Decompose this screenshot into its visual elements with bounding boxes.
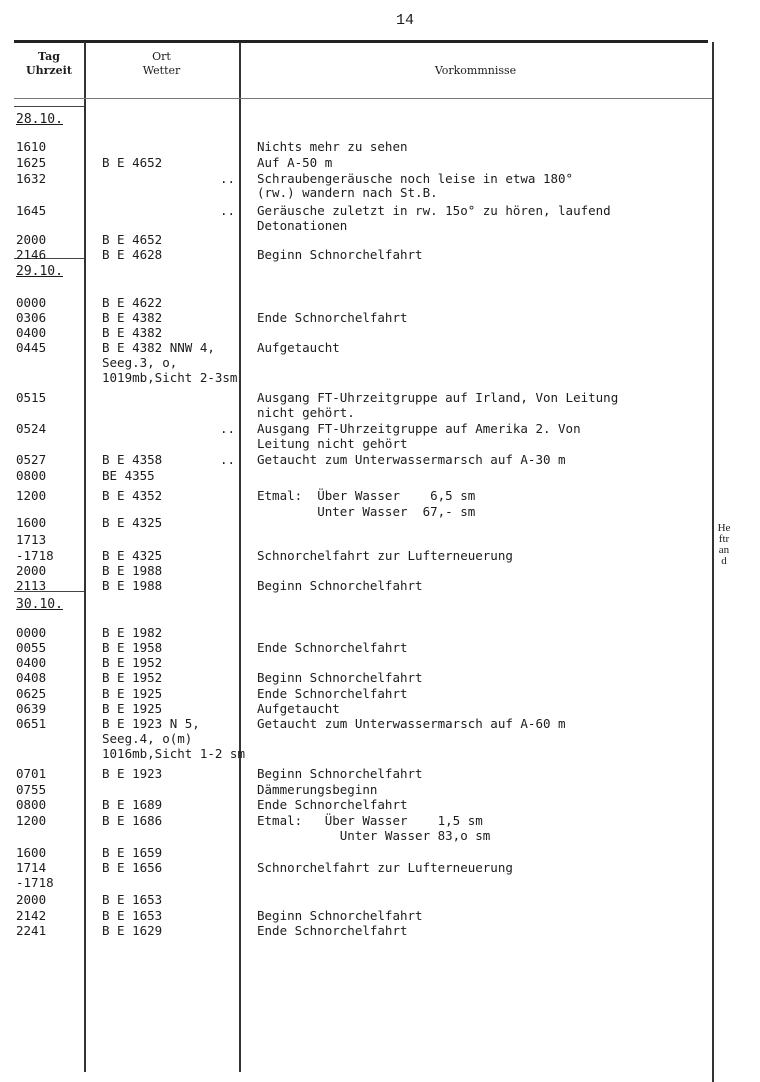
entry-time: 2241 xyxy=(16,923,47,938)
entry-time: 2146 xyxy=(16,247,47,262)
entry-location: B E 1925 xyxy=(102,686,163,701)
log-entry-row xyxy=(0,325,712,340)
entry-event-text: Etmal: Über Wasser 6,5 sm xyxy=(257,488,476,503)
entry-time: 0800 xyxy=(16,797,47,812)
entry-location: B E 4652 xyxy=(102,232,163,247)
entry-continuation-dots: .. xyxy=(220,452,236,467)
entry-location: B E 4325 xyxy=(102,515,163,530)
entry-event-text: Beginn Schnorchelfahrt xyxy=(257,578,423,593)
log-entry-row xyxy=(0,716,712,731)
header-wetter: Wetter xyxy=(142,64,181,77)
entry-time: 0755 xyxy=(16,782,47,797)
log-entry-row xyxy=(0,892,712,907)
entry-time: 0524 xyxy=(16,421,47,436)
entry-event-text: Ende Schnorchelfahrt xyxy=(257,923,408,938)
entry-event-text: Auf A-50 m xyxy=(257,155,333,170)
entry-time: -1718 xyxy=(16,875,54,890)
entry-event-text: Beginn Schnorchelfahrt xyxy=(257,766,423,781)
entry-time: 0000 xyxy=(16,295,47,310)
entry-location: B E 1988 xyxy=(102,578,163,593)
entry-continuation-dots: .. xyxy=(220,171,236,186)
entry-location: Seeg.4, o(m) xyxy=(102,731,193,746)
entry-time: 0639 xyxy=(16,701,47,716)
entry-location: B E 1988 xyxy=(102,563,163,578)
date-rule xyxy=(14,106,84,107)
entry-event-text: Schnorchelfahrt zur Lufterneuerung xyxy=(257,548,513,563)
entry-event-text: Unter Wasser 67,- sm xyxy=(257,504,476,519)
log-entry-row xyxy=(0,390,712,405)
entry-location: B E 1659 xyxy=(102,845,163,860)
entry-time: 0527 xyxy=(16,452,47,467)
log-entry-row xyxy=(0,875,712,890)
entry-event-text: Ausgang FT-Uhrzeitgruppe auf Amerika 2. Von xyxy=(257,421,581,436)
entry-time: 2000 xyxy=(16,892,47,907)
entry-time: 2000 xyxy=(16,563,47,578)
log-entry-row xyxy=(0,370,712,385)
entry-event-text: Schnorchelfahrt zur Lufterneuerung xyxy=(257,860,513,875)
log-entry-row xyxy=(0,232,712,247)
entry-event-text: Ende Schnorchelfahrt xyxy=(257,310,408,325)
entry-time: 0515 xyxy=(16,390,47,405)
entry-location: B E 1982 xyxy=(102,625,163,640)
entry-location: B E 1656 xyxy=(102,860,163,875)
date-heading: 30.10. xyxy=(16,597,63,612)
log-entry-row xyxy=(0,686,712,701)
header-tag-uhrzeit xyxy=(14,50,84,78)
log-entry-row xyxy=(0,923,712,938)
log-entry-row xyxy=(0,625,712,640)
header-uhrzeit: Uhrzeit xyxy=(26,64,72,77)
log-entry-row xyxy=(0,701,712,716)
log-entry-row xyxy=(0,908,712,923)
entry-time: 1713 xyxy=(16,532,47,547)
log-entry-row xyxy=(0,203,712,218)
log-entry-row xyxy=(0,731,712,746)
log-entry-row xyxy=(0,171,712,186)
page-number: 14 xyxy=(396,12,415,29)
log-entry-row xyxy=(0,766,712,781)
entry-time: 0408 xyxy=(16,670,47,685)
entry-time: 1200 xyxy=(16,488,47,503)
entry-time: 1714 xyxy=(16,860,47,875)
entry-event-text: Getaucht zum Unterwassermarsch auf A-30 m xyxy=(257,452,566,467)
top-rule xyxy=(14,40,708,43)
log-entry-row xyxy=(0,532,712,547)
entry-time: 2113 xyxy=(16,578,47,593)
log-entry-row xyxy=(0,655,712,670)
log-entry-row xyxy=(0,452,712,467)
entry-time: 2142 xyxy=(16,908,47,923)
entry-event-text: Geräusche zuletzt in rw. 15o° zu hören, laufend xyxy=(257,203,611,218)
entry-location: 1016mb,Sicht 1-2 sm xyxy=(102,746,245,761)
log-entry-row xyxy=(0,746,712,761)
log-entry-row xyxy=(0,340,712,355)
entry-location: B E 1689 xyxy=(102,797,163,812)
log-entry-row xyxy=(0,218,712,233)
header-tag: Tag xyxy=(38,50,60,63)
log-entry-row xyxy=(0,421,712,436)
log-entry-row xyxy=(0,405,712,420)
header-ort-wetter xyxy=(84,50,239,78)
entry-event-text: Unter Wasser 83,o sm xyxy=(257,828,491,843)
entry-event-text: Dämmerungsbeginn xyxy=(257,782,378,797)
entry-location: B E 1952 xyxy=(102,655,163,670)
entry-time: 0651 xyxy=(16,716,47,731)
date-heading: 28.10. xyxy=(16,112,63,127)
entry-continuation-dots: .. xyxy=(220,421,236,436)
entry-location: Seeg.3, o, xyxy=(102,355,178,370)
log-entry-row xyxy=(0,310,712,325)
log-entry-row xyxy=(0,295,712,310)
header-vorkommnisse: Vorkommnisse xyxy=(434,64,517,77)
entry-location: B E 4652 xyxy=(102,155,163,170)
entry-event-text: Beginn Schnorchelfahrt xyxy=(257,908,423,923)
log-entry-row xyxy=(0,436,712,451)
log-entry-row xyxy=(0,468,712,483)
entry-location: B E 1925 xyxy=(102,701,163,716)
entry-event-text: Ende Schnorchelfahrt xyxy=(257,640,408,655)
log-entry-row xyxy=(0,670,712,685)
entry-location: B E 4382 xyxy=(102,310,163,325)
log-entry-row xyxy=(0,782,712,797)
entry-event-text: Nichts mehr zu sehen xyxy=(257,139,408,154)
entry-event-text: Detonationen xyxy=(257,218,348,233)
entry-time: 2000 xyxy=(16,232,47,247)
entry-time: 1600 xyxy=(16,515,47,530)
log-entry-row xyxy=(0,797,712,812)
entry-time: 0800 xyxy=(16,468,47,483)
entry-event-text: Getaucht zum Unterwassermarsch auf A-60 m xyxy=(257,716,566,731)
entry-time: 1625 xyxy=(16,155,47,170)
entry-event-text: Aufgetaucht xyxy=(257,701,340,716)
entry-location: 1019mb,Sicht 2-3sm xyxy=(102,370,238,385)
entry-location: BE 4355 xyxy=(102,468,155,483)
log-entry-row xyxy=(0,828,712,843)
entry-location: B E 4382 NNW 4, xyxy=(102,340,215,355)
entry-continuation-dots: .. xyxy=(220,203,236,218)
entry-time: 0701 xyxy=(16,766,47,781)
entry-time: 1600 xyxy=(16,845,47,860)
entry-location: B E 1958 xyxy=(102,640,163,655)
log-entry-row xyxy=(0,139,712,154)
entry-time: 0400 xyxy=(16,655,47,670)
entry-time: 0400 xyxy=(16,325,47,340)
date-heading: 29.10. xyxy=(16,264,63,279)
log-entry-row xyxy=(0,155,712,170)
log-entry-row xyxy=(0,563,712,578)
entry-location: B E 1923 xyxy=(102,766,163,781)
entry-time: 1200 xyxy=(16,813,47,828)
entry-event-text: Ausgang FT-Uhrzeitgruppe auf Irland, Von Leitung xyxy=(257,390,619,405)
log-entry-row xyxy=(0,355,712,370)
entry-time: 1645 xyxy=(16,203,47,218)
side-note-heftrand: Heftrand xyxy=(717,522,731,567)
entry-event-text: Ende Schnorchelfahrt xyxy=(257,686,408,701)
log-entry-row xyxy=(0,247,712,262)
log-entry-row xyxy=(0,578,712,593)
entry-event-text: (rw.) wandern nach St.B. xyxy=(257,185,438,200)
entry-location: B E 1686 xyxy=(102,813,163,828)
entry-time: 1610 xyxy=(16,139,47,154)
entry-time: 0625 xyxy=(16,686,47,701)
entry-event-text: nicht gehört. xyxy=(257,405,355,420)
entry-location: B E 1629 xyxy=(102,923,163,938)
log-entry-row xyxy=(0,813,712,828)
entry-location: B E 1653 xyxy=(102,908,163,923)
entry-location: B E 1952 xyxy=(102,670,163,685)
column-divider-right xyxy=(712,42,714,1082)
entry-location: B E 4325 xyxy=(102,548,163,563)
log-entry-row xyxy=(0,860,712,875)
entry-location: B E 4622 xyxy=(102,295,163,310)
header-ort: Ort xyxy=(152,50,171,63)
entry-time: 0055 xyxy=(16,640,47,655)
entry-location: B E 4358 xyxy=(102,452,163,467)
entry-event-text: Beginn Schnorchelfahrt xyxy=(257,247,423,262)
entry-event-text: Etmal: Über Wasser 1,5 sm xyxy=(257,813,483,828)
entry-time: -1718 xyxy=(16,548,54,563)
log-entry-row xyxy=(0,185,712,200)
entry-time: 0000 xyxy=(16,625,47,640)
entry-event-text: Leitung nicht gehört xyxy=(257,436,408,451)
log-entry-row xyxy=(0,548,712,563)
log-entry-row xyxy=(0,845,712,860)
entry-time: 0445 xyxy=(16,340,47,355)
entry-event-text: Aufgetaucht xyxy=(257,340,340,355)
log-entry-row xyxy=(0,515,712,530)
header-rule xyxy=(14,98,712,99)
entry-location: B E 1653 xyxy=(102,892,163,907)
log-entry-row xyxy=(0,488,712,503)
entry-event-text: Ende Schnorchelfahrt xyxy=(257,797,408,812)
entry-location: B E 1923 N 5, xyxy=(102,716,200,731)
entry-location: B E 4352 xyxy=(102,488,163,503)
entry-time: 0306 xyxy=(16,310,47,325)
entry-time: 1632 xyxy=(16,171,47,186)
entry-location: B E 4628 xyxy=(102,247,163,262)
log-entry-row xyxy=(0,640,712,655)
entry-event-text: Beginn Schnorchelfahrt xyxy=(257,670,423,685)
entry-location: B E 4382 xyxy=(102,325,163,340)
entry-event-text: Schraubengeräusche noch leise in etwa 180° xyxy=(257,171,574,186)
